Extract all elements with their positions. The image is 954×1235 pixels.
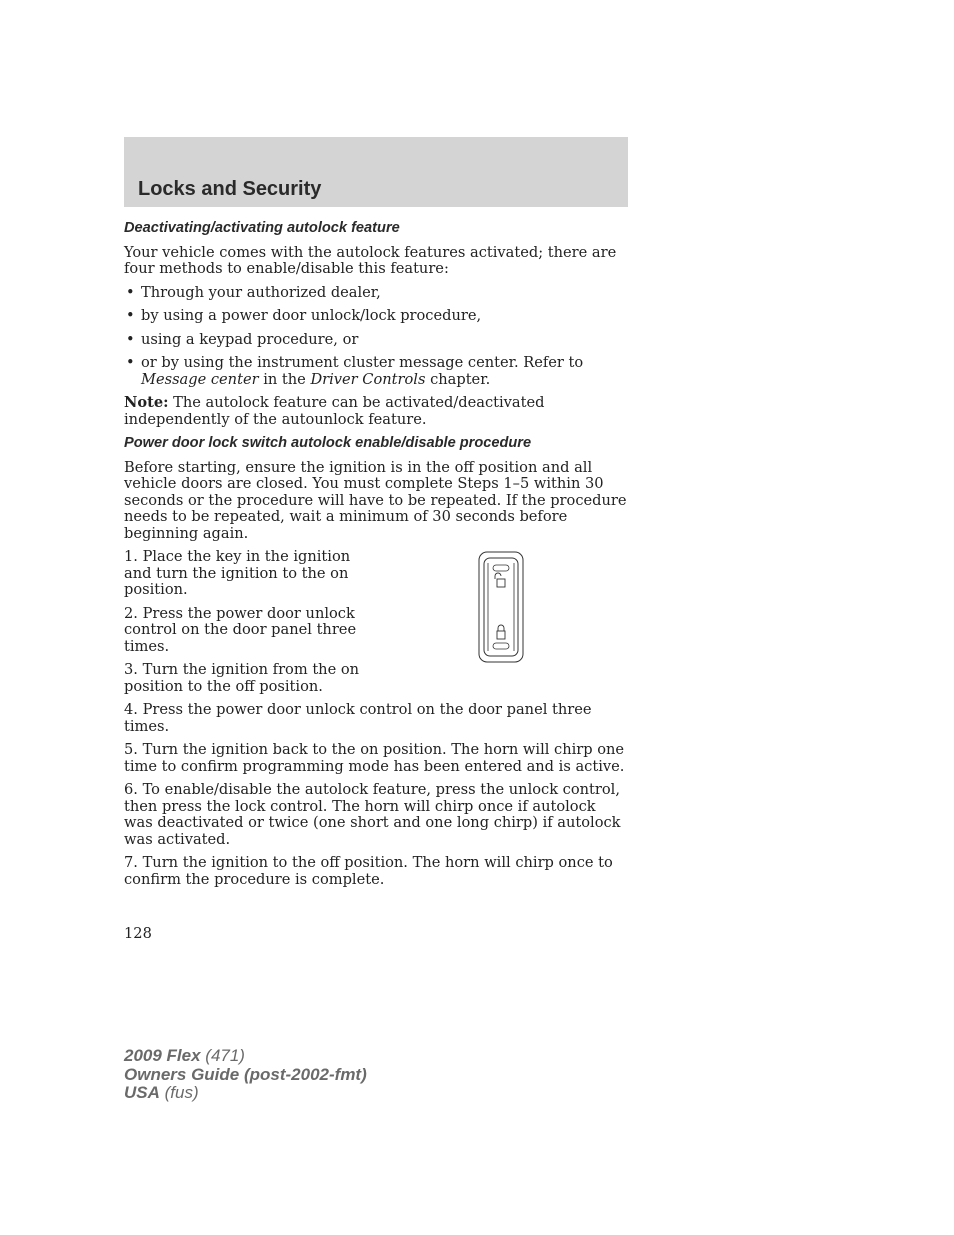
list-item: • by using a power door unlock/lock procedure, (126, 307, 482, 324)
step-6: 6. To enable/disable the autolock feature, press the unlock control, then press the lock control. The horn will chirp once if autolock was deactivated or twice (one short and one long chirp) if autolock was activated. (124, 781, 621, 848)
bullet-icon: • (126, 307, 135, 324)
footer-info: 2009 Flex (471) Owners Guide (post-2002-fmt) USA (fus) (124, 1046, 367, 1102)
page-number: 128 (124, 925, 152, 942)
reference-driver-controls: Driver Controls (310, 370, 426, 388)
paragraph-intro: Your vehicle comes with the autolock features activated; there are four methods to enable/disable this feature: (124, 243, 617, 277)
reference-message-center: Message center (141, 370, 259, 388)
list-item: • using a keypad procedure, or (126, 330, 359, 348)
note-label: Note: (124, 394, 169, 411)
header-band (124, 137, 628, 207)
step-7: 7. Turn the ignition to the off position. The horn will chirp once to confirm the procedure is complete. (124, 854, 613, 888)
paragraph-procedure-intro: Before starting, ensure the ignition is in the off position and all vehicle doors are closed. You must complete Steps 1–5 within 30 seconds or the procedure will have to be repeated. If the procedure needs to be repeated, wait a minimum of 30 seconds before beginning again. (124, 458, 627, 542)
methods-list (124, 285, 628, 389)
page-title: Locks and Security (138, 178, 322, 200)
main-content (124, 220, 628, 895)
steps-with-figure (124, 549, 628, 695)
list-item: • Through your authorized dealer, (126, 283, 381, 301)
step-2: 2. Press the power door unlock control on the door panel three times. (124, 604, 357, 655)
section-heading-autolock: Deactivating/activating autolock feature (124, 220, 400, 236)
bullet-icon: • (126, 283, 135, 301)
step-1: 1. Place the key in the ignition and turn the ignition to the on position. (124, 548, 351, 598)
note-paragraph: Note: The autolock feature can be activated/deactivated independently of the autounlock feature. (124, 394, 545, 428)
step-5: 5. Turn the ignition back to the on position. The horn will chirp one time to confirm programming mode has been entered and is active. (124, 741, 625, 775)
step-3: 3. Turn the ignition from the on position to the off position. (124, 661, 360, 695)
step-4: 4. Press the power door unlock control on the door panel three times. (124, 701, 592, 735)
section-heading-procedure: Power door lock switch autolock enable/disable procedure (124, 435, 532, 451)
power-door-lock-switch-figure (476, 551, 526, 663)
bullet-icon: • (126, 330, 135, 348)
bullet-icon: • (126, 354, 135, 371)
list-item: • or by using the instrument cluster message center. Refer to Message center in the Driver Controls chapter. (126, 354, 584, 388)
